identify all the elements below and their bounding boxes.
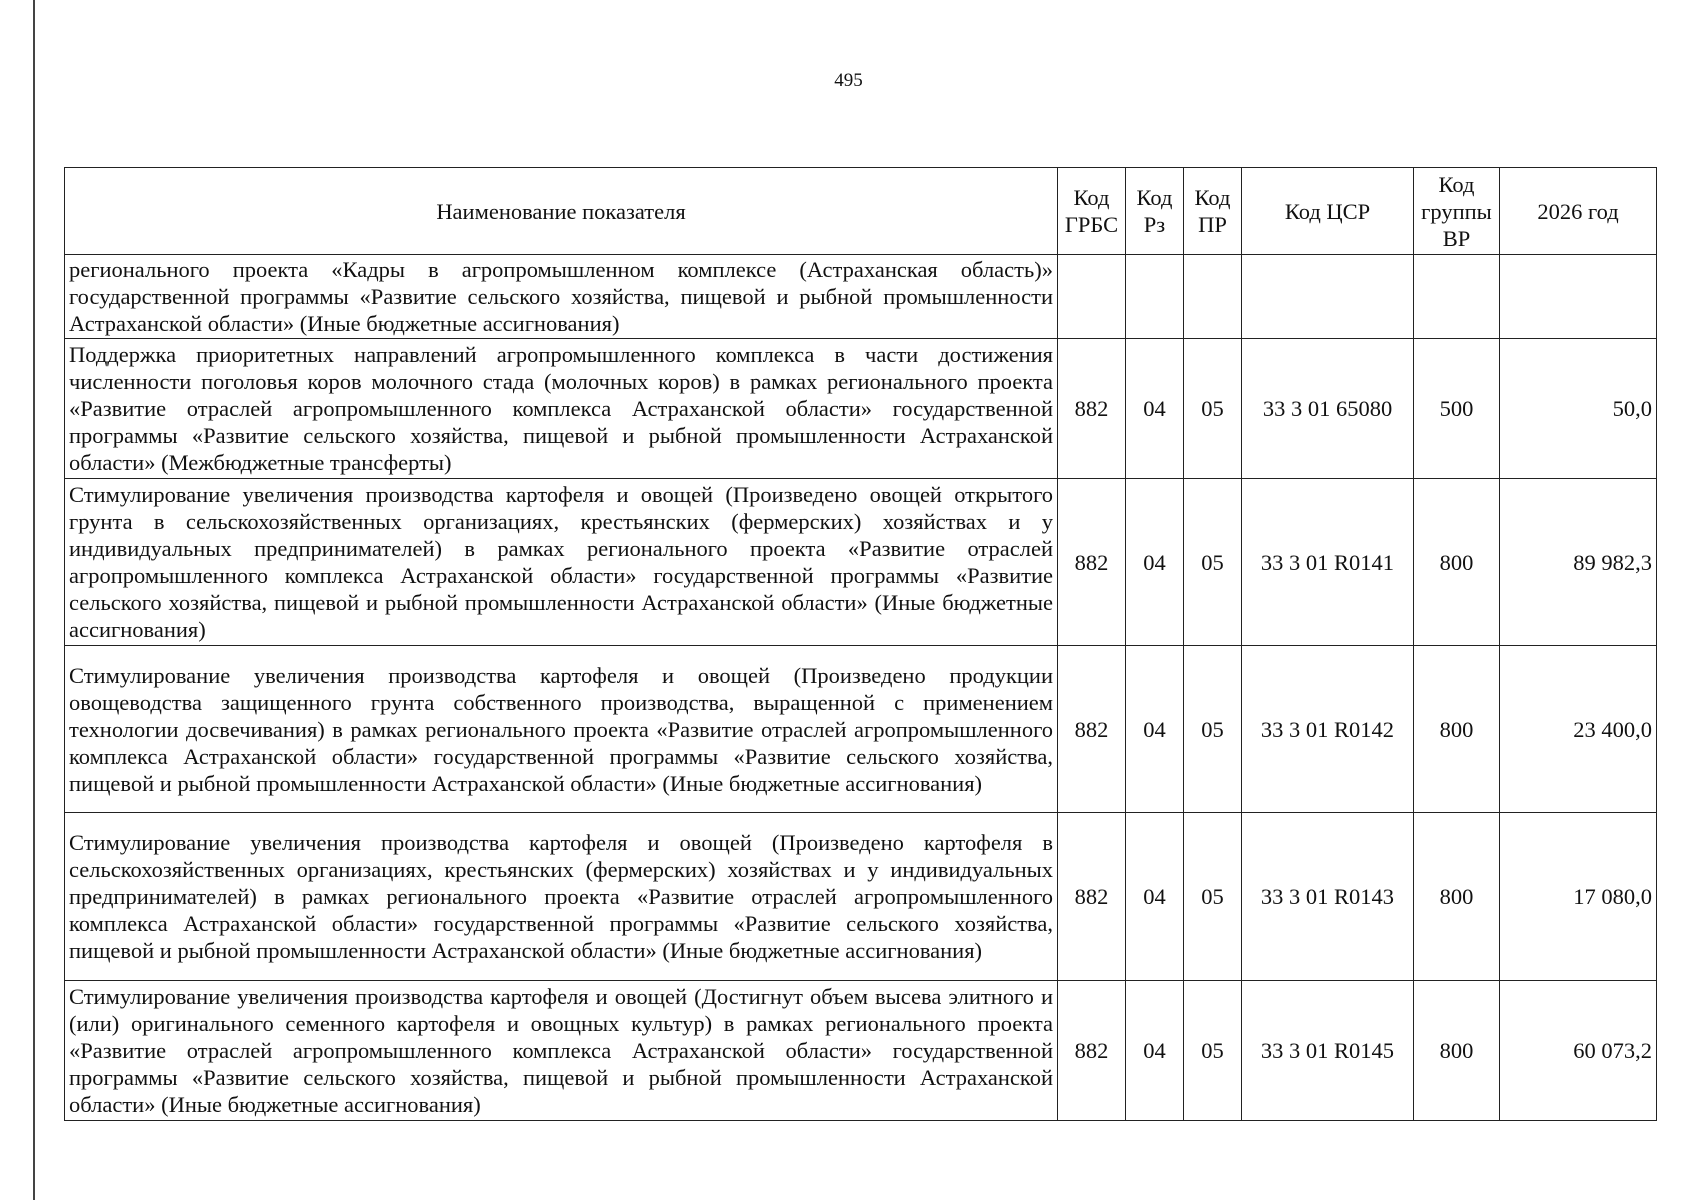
row-amount: 17 080,0 <box>1500 813 1657 981</box>
row-rz: 04 <box>1126 479 1184 646</box>
header-vr: Код группы ВР <box>1414 168 1500 255</box>
row-csr: 33 3 01 65080 <box>1242 339 1414 479</box>
page-number: 495 <box>834 70 863 91</box>
table-row <box>65 981 1657 1121</box>
row-rz: 04 <box>1126 646 1184 813</box>
row-vr: 800 <box>1414 646 1500 813</box>
row-csr: 33 3 01 R0143 <box>1242 813 1414 981</box>
row-name: Стимулирование увеличения производства картофеля и овощей (Произведено продукции овощеводства защищенного грунта собственного производства, выращенной с применением технологии досвечивания) в рамках регионального проекта «Развитие отраслей агропромышленного комплекса Астраханской области» государственной программы «Развитие сельского хозяйства, пищевой и рыбной промышленности Астраханской области» (Иные бюджетные ассигнования) <box>65 646 1058 813</box>
row-name: Стимулирование увеличения производства картофеля и овощей (Произведено картофеля в сельскохозяйственных организациях, крестьянских (фермерских) хозяйствах и у индивидуальных предпринимателей) в рамках регионального проекта «Развитие отраслей агропромышленного комплекса Астраханской области» государственной программы «Развитие сельского хозяйства, пищевой и рыбной промышленности Астраханской области» (Иные бюджетные ассигнования) <box>65 813 1058 981</box>
row-amount: 89 982,3 <box>1500 479 1657 646</box>
row-grbs: 882 <box>1058 646 1126 813</box>
row-pr: 05 <box>1184 479 1242 646</box>
row-grbs: 882 <box>1058 479 1126 646</box>
header-name: Наименование показателя <box>65 168 1058 255</box>
row-amount: 50,0 <box>1500 339 1657 479</box>
row-pr: 05 <box>1184 339 1242 479</box>
budget-table <box>64 167 1657 1121</box>
row-rz <box>1126 255 1184 339</box>
row-vr: 500 <box>1414 339 1500 479</box>
row-pr: 05 <box>1184 813 1242 981</box>
row-pr: 05 <box>1184 646 1242 813</box>
row-grbs: 882 <box>1058 981 1126 1121</box>
table-row <box>65 339 1657 479</box>
table-row <box>65 813 1657 981</box>
row-grbs <box>1058 255 1126 339</box>
row-grbs: 882 <box>1058 813 1126 981</box>
table-row <box>65 479 1657 646</box>
row-csr: 33 3 01 R0142 <box>1242 646 1414 813</box>
table-header-row <box>65 168 1657 255</box>
row-rz: 04 <box>1126 339 1184 479</box>
row-vr: 800 <box>1414 479 1500 646</box>
row-csr: 33 3 01 R0145 <box>1242 981 1414 1121</box>
row-csr <box>1242 255 1414 339</box>
row-pr: 05 <box>1184 981 1242 1121</box>
binding-margin-line <box>33 0 35 1200</box>
header-year: 2026 год <box>1500 168 1657 255</box>
header-pr: Код ПР <box>1184 168 1242 255</box>
row-grbs: 882 <box>1058 339 1126 479</box>
row-name: регионального проекта «Кадры в агропромышленном комплексе (Астраханская область)» государственной программы «Развитие сельского хозяйства, пищевой и рыбной промышленности Астраханской области» (Иные бюджетные ассигнования) <box>65 255 1058 339</box>
row-name: Стимулирование увеличения производства картофеля и овощей (Произведено овощей открытого грунта в сельскохозяйственных организациях, крестьянских (фермерских) хозяйствах и у индивидуальных предпринимателей) в рамках регионального проекта «Развитие отраслей агропромышленного комплекса Астраханской области» государственной программы «Развитие сельского хозяйства, пищевой и рыбной промышленности Астраханской области» (Иные бюджетные ассигнования) <box>65 479 1058 646</box>
table-row <box>65 646 1657 813</box>
row-rz: 04 <box>1126 981 1184 1121</box>
row-amount <box>1500 255 1657 339</box>
row-pr <box>1184 255 1242 339</box>
row-amount: 60 073,2 <box>1500 981 1657 1121</box>
row-vr <box>1414 255 1500 339</box>
header-csr: Код ЦСР <box>1242 168 1414 255</box>
row-amount: 23 400,0 <box>1500 646 1657 813</box>
row-name: Поддержка приоритетных направлений агропромышленного комплекса в части достижения численности поголовья коров молочного стада (молочных коров) в рамках регионального проекта «Развитие отраслей агропромышленного комплекса Астраханской области» государственной программы «Развитие сельского хозяйства, пищевой и рыбной промышленности Астраханской области» (Межбюджетные трансферты) <box>65 339 1058 479</box>
header-rz: Код Рз <box>1126 168 1184 255</box>
table-row <box>65 255 1657 339</box>
row-csr: 33 3 01 R0141 <box>1242 479 1414 646</box>
row-name: Стимулирование увеличения производства картофеля и овощей (Достигнут объем высева элитного и (или) оригинального семенного картофеля и овощных культур) в рамках регионального проекта «Развитие отраслей агропромышленного комплекса Астраханской области» государственной программы «Развитие сельского хозяйства, пищевой и рыбной промышленности Астраханской области» (Иные бюджетные ассигнования) <box>65 981 1058 1121</box>
header-grbs: Код ГРБС <box>1058 168 1126 255</box>
row-vr: 800 <box>1414 813 1500 981</box>
row-vr: 800 <box>1414 981 1500 1121</box>
row-rz: 04 <box>1126 813 1184 981</box>
